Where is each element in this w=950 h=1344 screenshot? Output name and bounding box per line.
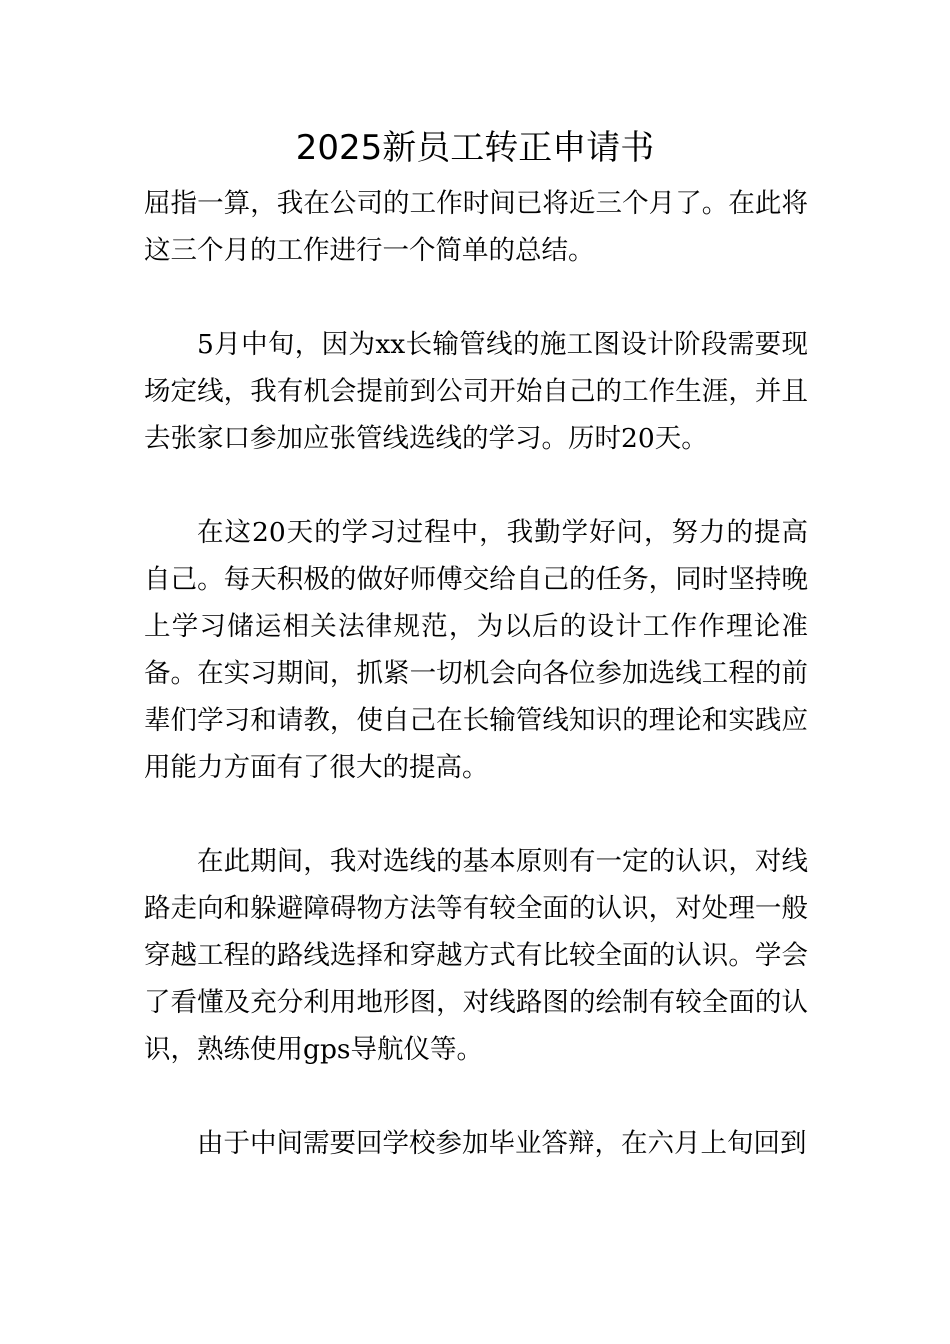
document-title: 2025新员工转正申请书 <box>295 128 655 168</box>
paragraph-4: 在此期间，我对选线的基本原则有一定的认识，对线路走向和躲避障碍物方法等有较全面的认识，对处理一般穿越工程的路线选择和穿越方式有比较全面的认识。学会了看懂及充分利用地形图，对线路图的绘制有较全面的认识，熟练使用gps导航仪等。 <box>144 846 808 1065</box>
paragraph-3: 在这20天的学习过程中，我勤学好问，努力的提高自己。每天积极的做好师傅交给自己的任务，同时坚持晚上学习储运相关法律规范，为以后的设计工作作理论准备。在实习期间，抓紧一切机会向各位参加选线工程的前辈们学习和请教，使自己在长输管线知识的理论和实践应用能力方面有了很大的提高。 <box>144 517 808 783</box>
document-body <box>144 180 808 1214</box>
paragraph-2: 5月中旬，因为xx长输管线的施工图设计阶段需要现场定线，我有机会提前到公司开始自己的工作生涯，并且去张家口参加应张管线选线的学习。历时20天。 <box>144 329 808 454</box>
paragraph-5: 由于中间需要回学校参加毕业答辩，在六月上旬回到 <box>197 1128 807 1159</box>
paragraph-1: 屈指一算，我在公司的工作时间已将近三个月了。在此将这三个月的工作进行一个简单的总结。 <box>144 188 808 266</box>
